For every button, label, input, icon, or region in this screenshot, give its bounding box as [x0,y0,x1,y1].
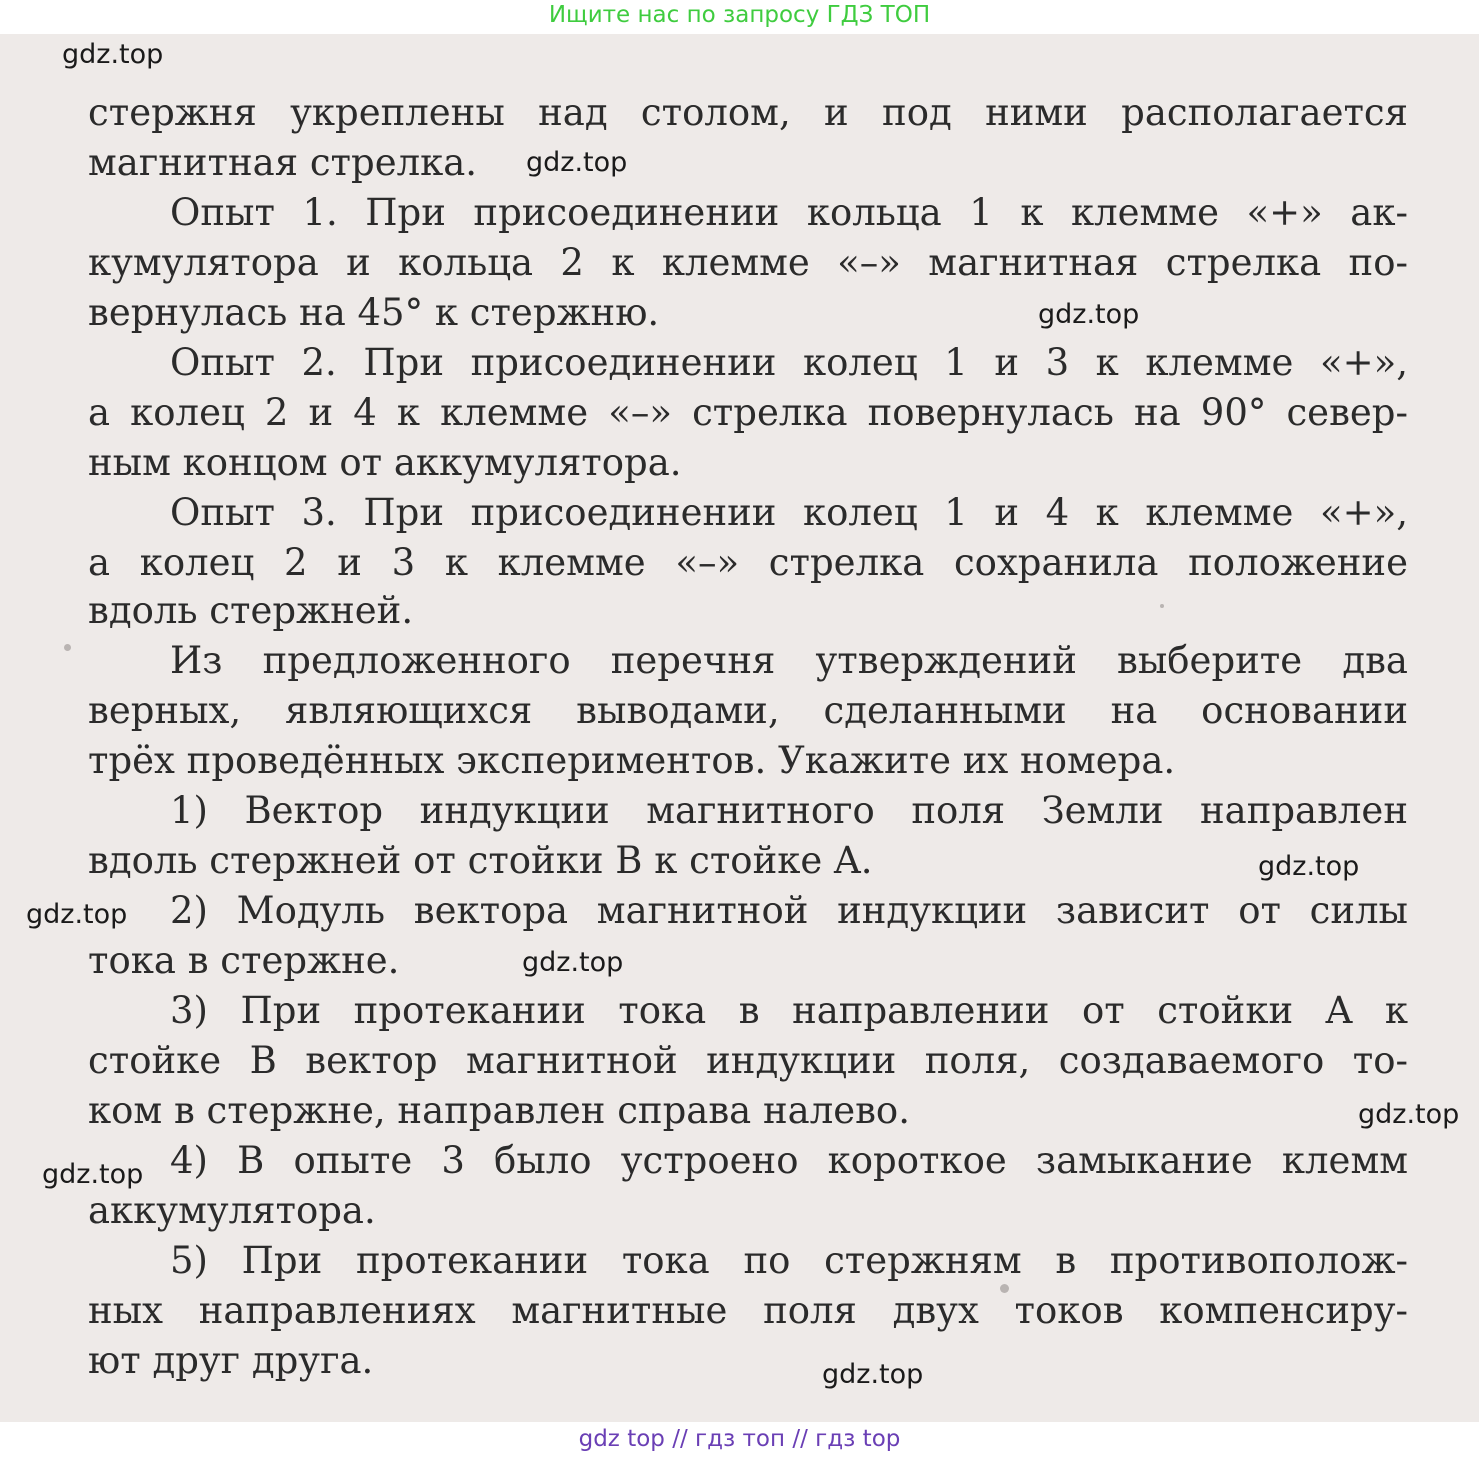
answer-option-4-cont: аккумулятора. [88,1189,376,1232]
watermark: gdz.top [822,1359,924,1390]
text-line-8: ным концом от аккумулятора. [88,441,682,484]
answer-option-1-cont: вдоль стержней от стойки B к стойке A. [88,839,873,882]
answer-option-3-cont-1: стойке B вектор магнитной индукции поля, создаваемого то- [88,1039,1408,1082]
top-banner: Ищите нас по запросу ГДЗ ТОП [548,2,931,28]
text-line-1: стержня укреплены над столом, и под ними располагается [88,91,1408,134]
answer-option-1: 1) Вектор индукции магнитного поля Земли направлен [170,789,1408,832]
watermark: gdz.top [526,147,628,178]
text-line-10: а колец 2 и 3 к клемме «–» стрелка сохранила положение [88,541,1408,584]
watermark: gdz.top [26,899,128,930]
watermark: gdz.top [1258,851,1360,882]
watermark: gdz.top [62,39,164,70]
text-line-2: магнитная стрелка. [88,141,478,184]
text-line-11: вдоль стержней. [88,589,414,632]
answer-option-3-cont-2: ком в стержне, направлен справа налево. [88,1089,910,1132]
answer-option-4: 4) В опыте 3 было устроено короткое замыкание клемм [170,1139,1408,1182]
text-line-7: а колец 2 и 4 к клемме «–» стрелка повернулась на 90° север- [88,391,1408,434]
text-line-12: Из предложенного перечня утверждений выберите два [170,639,1408,682]
page-speck [64,644,71,651]
answer-option-5-cont-2: ют друг друга. [88,1339,374,1382]
answer-option-3: 3) При протекании тока в направлении от стойки A к [170,989,1408,1032]
answer-option-5-cont-1: ных направлениях магнитные поля двух токов компенсиру- [88,1289,1408,1332]
watermark: gdz.top [1038,299,1140,330]
text-line-13: верных, являющихся выводами, сделанными на основании [88,689,1408,732]
watermark: gdz.top [1358,1099,1460,1130]
text-line-14: трёх проведённых экспериментов. Укажите их номера. [88,739,1176,782]
answer-option-2-cont: тока в стержне. [88,939,400,982]
bottom-banner: gdz top // гдз топ // гдз top [578,1426,901,1452]
watermark: gdz.top [42,1159,144,1190]
answer-option-2: 2) Модуль вектора магнитной индукции зависит от силы [170,889,1408,932]
answer-option-5: 5) При протекании тока по стержням в противополож- [170,1239,1408,1282]
text-line-6: Опыт 2. При присоединении колец 1 и 3 к клемме «+», [170,341,1408,384]
watermark: gdz.top [522,947,624,978]
text-line-3: Опыт 1. При присоединении кольца 1 к клемме «+» ак- [170,191,1408,234]
text-line-4: кумулятора и кольца 2 к клемме «–» магнитная стрелка по- [88,241,1408,284]
text-line-5: вернулась на 45° к стержню. [88,291,660,334]
text-line-9: Опыт 3. При присоединении колец 1 и 4 к клемме «+», [170,491,1408,534]
